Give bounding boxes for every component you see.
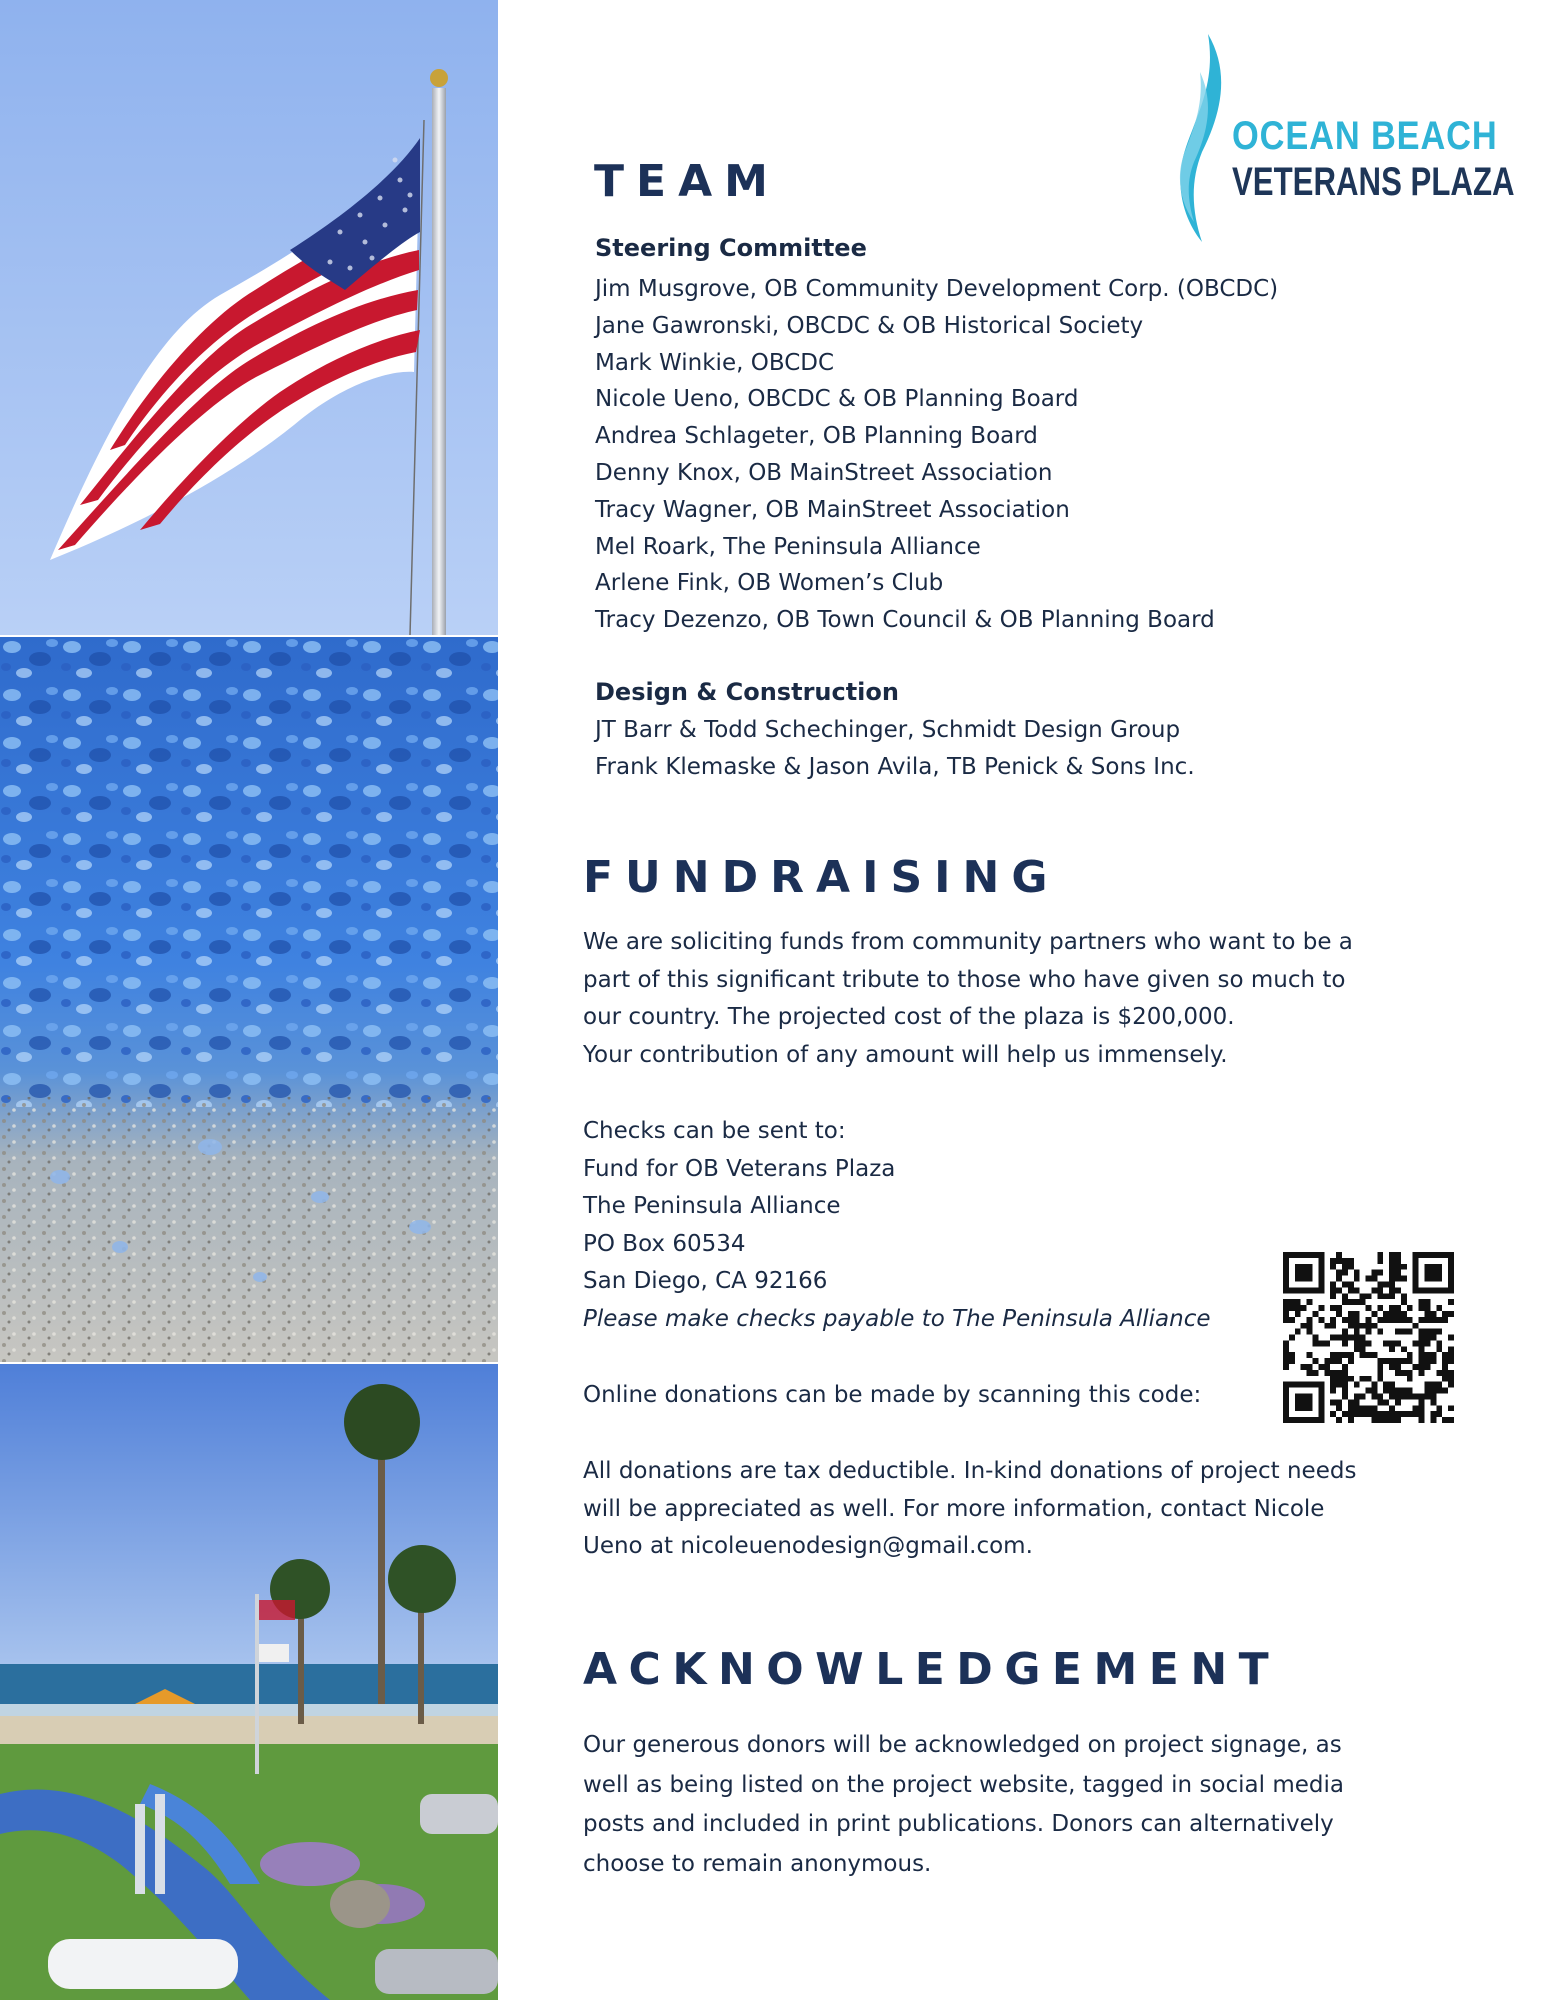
acknowledgement-heading: ACKNOWLEDGEMENT	[583, 1644, 1281, 1695]
fundraising-intro	[583, 924, 1353, 1074]
sea-glass-photo	[0, 637, 498, 1362]
text-line: well as being listed on the project website, tagged in social media	[583, 1771, 1344, 1798]
design-construction-list	[595, 712, 1195, 786]
online-donation-line: Online donations can be made by scanning this code:	[583, 1382, 1202, 1408]
beach-plaza-photo	[0, 1364, 498, 2000]
fundraising-heading: FUNDRAISING	[583, 852, 1060, 903]
flag-photo	[0, 0, 498, 635]
logo-line-2: VETERANS PLAZA	[1232, 160, 1515, 204]
text-line: part of this significant tribute to those who have given so much to	[583, 966, 1346, 993]
photo-column	[0, 0, 498, 2000]
address-line: San Diego, CA 92166	[583, 1268, 828, 1295]
text-line: All donations are tax deductible. In-kind donations of project needs	[583, 1458, 1357, 1484]
text-line: choose to remain anonymous.	[583, 1850, 932, 1877]
list-item: Tracy Wagner, OB MainStreet Association	[595, 496, 1070, 523]
acknowledgement-text	[583, 1726, 1344, 1884]
steering-committee-list	[595, 271, 1278, 639]
steering-committee-title: Steering Committee	[595, 234, 867, 262]
list-item: Andrea Schlageter, OB Planning Board	[595, 423, 1038, 450]
list-item: JT Barr & Todd Schechinger, Schmidt Design Group	[595, 717, 1181, 743]
list-item: Jane Gawronski, OBCDC & OB Historical Society	[595, 312, 1144, 339]
checks-label: Checks can be sent to:	[583, 1118, 846, 1144]
list-item: Denny Knox, OB MainStreet Association	[595, 459, 1053, 486]
payable-note: Please make checks payable to The Peninsula Alliance	[583, 1305, 1211, 1332]
ocean-beach-veterans-plaza-logo	[1172, 32, 1515, 247]
checks-address	[583, 1113, 1211, 1339]
wave-flame-icon	[1172, 32, 1232, 247]
address-line: PO Box 60534	[583, 1230, 746, 1257]
list-item: Tracy Dezenzo, OB Town Council & OB Planning Board	[595, 607, 1215, 634]
text-line: our country. The projected cost of the plaza is $200,000.	[583, 1004, 1235, 1031]
team-heading: TEAM	[594, 156, 780, 207]
list-item: Nicole Ueno, OBCDC & OB Planning Board	[595, 386, 1079, 413]
donation-qr-code[interactable]	[1283, 1252, 1454, 1423]
list-item: Arlene Fink, OB Women’s Club	[595, 570, 944, 597]
logo-line-1: OCEAN BEACH	[1232, 114, 1498, 158]
list-item: Mel Roark, The Peninsula Alliance	[595, 533, 981, 560]
text-line: We are soliciting funds from community partners who want to be a	[583, 929, 1353, 955]
tax-deductible-text	[583, 1453, 1356, 1566]
online-donation-text	[583, 1377, 1201, 1415]
list-item: Frank Klemaske & Jason Avila, TB Penick & Sons Inc.	[595, 753, 1195, 780]
address-line: Fund for OB Veterans Plaza	[583, 1155, 896, 1182]
text-line: Your contribution of any amount will help us immensely.	[583, 1041, 1228, 1068]
design-construction-title: Design & Construction	[595, 678, 899, 706]
address-line: The Peninsula Alliance	[583, 1193, 841, 1220]
list-item: Jim Musgrove, OB Community Development Corp. (OBCDC)	[595, 276, 1279, 302]
text-line: Ueno at nicoleuenodesign@gmail.com.	[583, 1533, 1033, 1560]
text-line: Our generous donors will be acknowledged on project signage, as	[583, 1732, 1342, 1758]
text-line: posts and included in print publications. Donors can alternatively	[583, 1811, 1334, 1838]
list-item: Mark Winkie, OBCDC	[595, 349, 835, 376]
text-line: will be appreciated as well. For more information, contact Nicole	[583, 1495, 1325, 1522]
